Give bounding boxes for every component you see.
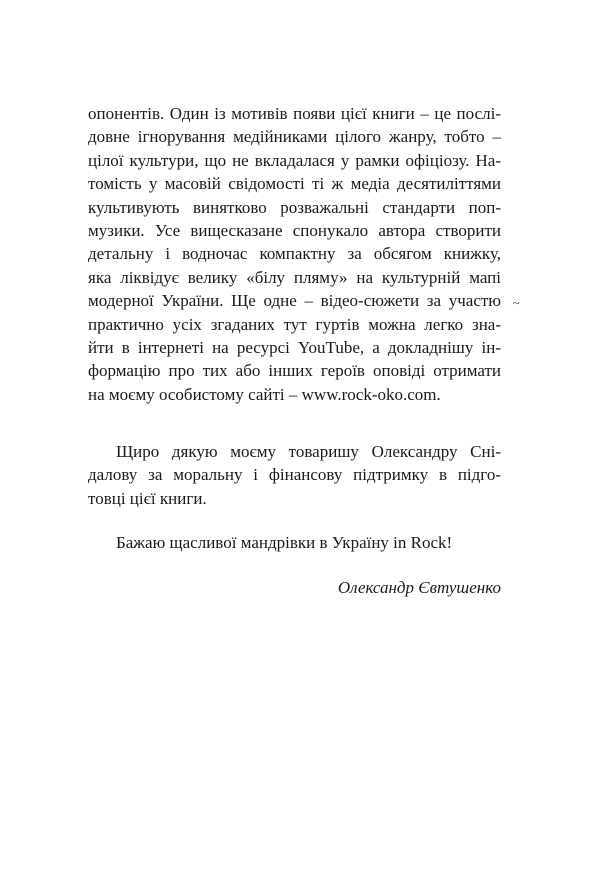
text-line: детальну і водночас компактну за обсягом книжку, — [88, 244, 501, 264]
text-line: опонентів. Один із мотивів появи цієї книги – це послі- — [88, 104, 501, 123]
text-line: яка ліквідує велику «білу пляму» на культурній мапі — [88, 267, 501, 287]
margin-mark: ~ — [513, 296, 520, 310]
paragraph-thanks — [88, 440, 501, 510]
text-line: музики. Усе вищесказане спонукало автора створити — [88, 221, 501, 241]
text-line: формацію про тих або інших героїв оповіді отримати — [88, 361, 501, 381]
author-signature: Олександр Євтушенко — [337, 578, 501, 597]
text-line: йти в інтернеті на ресурсі YouTube, а докладнішу ін- — [88, 338, 501, 358]
paragraph-wish — [88, 531, 501, 554]
text-line: на моєму особистому сайті – www.rock-oko.com. — [88, 384, 441, 404]
paragraph-main — [88, 102, 501, 406]
text-line: культивують винятково розважальні стандарти поп- — [88, 197, 501, 217]
text-line: томість у масовій свідомості ті ж медіа десятиліттями — [88, 174, 501, 194]
text-line: далову за моральну і фінансову підтримку в підго- — [88, 465, 501, 485]
text-line: модерної України. Ще одне – відео-сюжети за участю — [88, 291, 501, 311]
text-line: довне ігнорування медійниками цілого жанру, тобто – — [88, 127, 501, 147]
text-line: Щиро дякую моєму товаришу Олександру Сні- — [116, 442, 501, 461]
text-line: Бажаю щасливої мандрівки в Україну in Rock! — [116, 533, 453, 552]
text-line: цілої культури, що не вкладалася у рамки офіціозу. На- — [88, 150, 501, 170]
text-line: практично усіх згаданих тут гуртів можна легко зна- — [88, 314, 501, 334]
text-line: товці цієї книги. — [88, 488, 207, 508]
